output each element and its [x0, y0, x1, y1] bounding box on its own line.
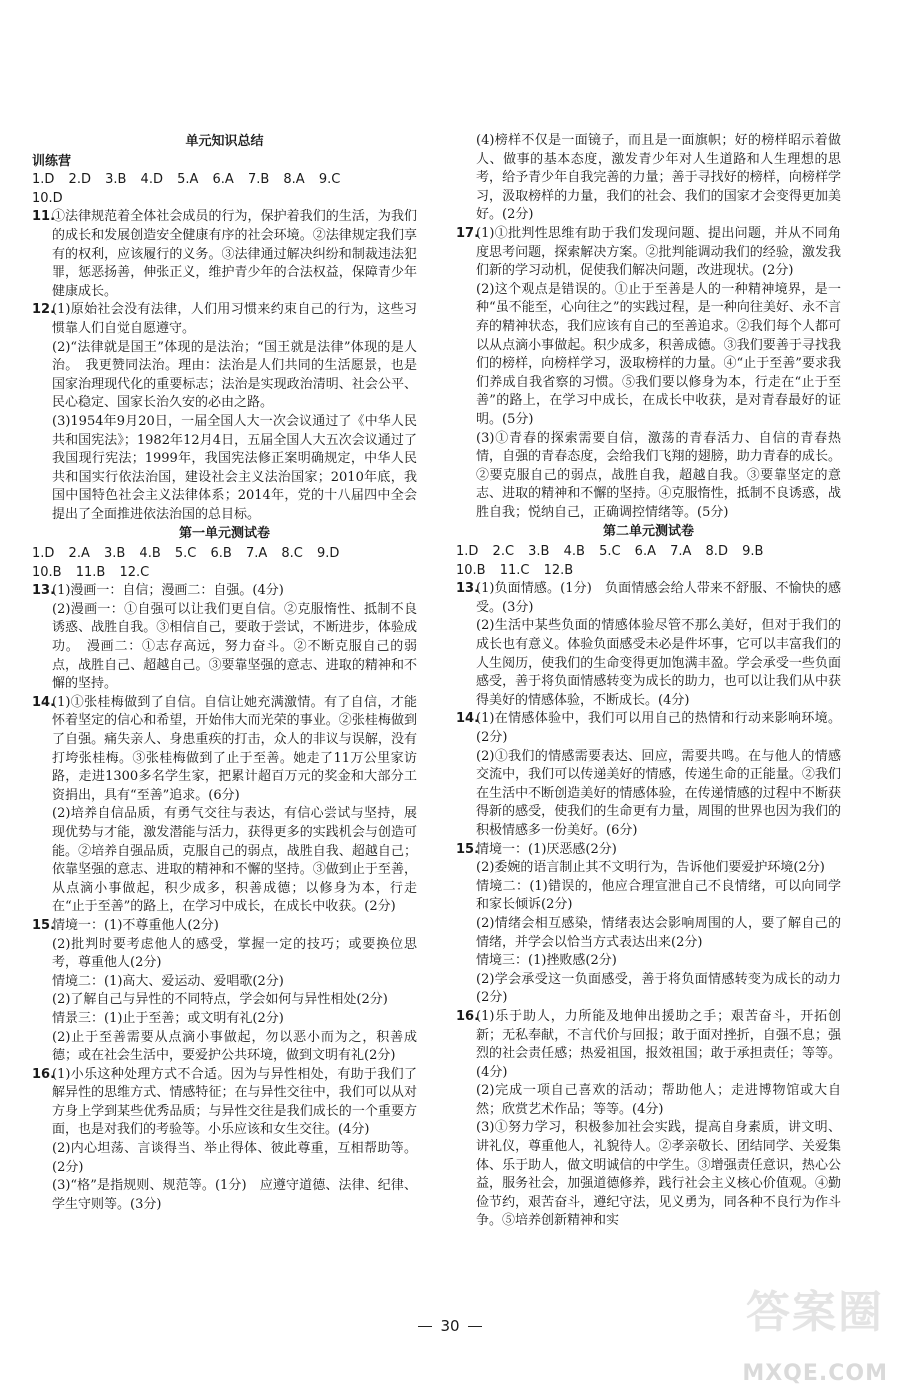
answer-part: (2)委婉的语言制止其不文明行为，告诉他们要爱护环境(2分) — [476, 860, 825, 876]
answer-text: ①法律规范着全体社会成员的行为，保护着我们的生活，为我们的成长和发展创造安全健康有序的社会环境。②法律规定我们享有的权利，应该履行的义务。③法律通过解决纠纷和制裁违法犯罪，惩恶扬善，伸张正义，维护青少年的合法权益，保障青少年健康成长。 — [52, 209, 417, 299]
question-12 — [32, 301, 417, 524]
answer-part: (1)原始社会没有法律，人们用习惯来约束自己的行为，这些习惯靠人们自觉自愿遵守。 — [52, 302, 417, 336]
question-number: 16. — [456, 1008, 480, 1024]
answer-part: (3)“格”是指规则、规范等。(1分) 应遵守道德、法律、纪律、学生守则等。(3分) — [52, 1178, 417, 1212]
question-14 — [456, 710, 841, 840]
answer-part: (2)完成一项自己喜欢的活动；帮助他人；走进博物馆或大自然；欣赏艺术作品；等等。(4分) — [476, 1083, 841, 1117]
question-15 — [32, 917, 417, 1066]
question-number: 16. — [32, 1066, 56, 1082]
answer-part: (2)培养自信品质，有勇气交往与表达，有信心尝试与坚持，展现优势与才能，激发潜能与活力，获得更多的实践机会与创造可能。②培养自强品质，克服自己的弱点，战胜自我、超越自己；依靠坚强的意志、进取的精神和不懈的坚持。③做到止于至善，从点滴小事做起，积少成多，积善成德；以修身为本，行走在“止于至善”的路上，在学习中成长，在成长中收获。(2分) — [52, 806, 417, 915]
answer-part: (1)在情感体验中，我们可以用自己的热情和行动来影响环境。(2分) — [476, 711, 841, 745]
question-number: 13. — [32, 583, 56, 599]
question-17 — [456, 225, 841, 523]
answer-part: (1)小乐这种处理方式不合适。因为与异性相处，有助于我们了解异性的思维方式、情感特征；在与异性交往中，我们可以从对方身上学到某些优秀品质；与异性交往是我们成长的一个重要方面，也是对我们的考验等。小乐应该和女生交往。(4分) — [52, 1066, 417, 1138]
question-number: 12. — [32, 302, 56, 318]
question-number: 17. — [456, 225, 480, 241]
answer-part: (2)止于至善需要从点滴小事做起，勿以恶小而为之，积善成德；或在社会生活中，要爱护公共环境，做到文明有礼(2分) — [52, 1029, 417, 1064]
answer-part: (2)批判时要考虑他人的感受，掌握一定的技巧；或要换位思考，尊重他人(2分) — [52, 936, 417, 971]
training-answers-2: 10.D — [32, 190, 63, 206]
answer-part: (2)漫画一：①自强可以让我们更自信。②克服惰性、抵制不良诱惑、战胜自我。③相信自己，要敢于尝试，不断进步，体验成功。 漫画二：①志存高远，努力奋斗。②不断克服自己的弱点，战胜自己、超越自己。③要靠坚强的意志、进取的精神和不懈的坚持。 — [52, 601, 417, 692]
answer-part: (2)①我们的情感需要表达、回应，需要共鸣。在与他人的情感交流中，我们可以传递美好的情感，传递生命的正能量。②我们在生活中不断创造美好的情感体验，在传递情感的过程中不断获得新的感受，使我们的生命更有力量，周围的世界也因为我们的积极情感多一份美好。(6分) — [476, 748, 841, 838]
question-number: 14. — [456, 711, 480, 727]
answer-part: 情境一：(1)不尊重他人(2分) — [52, 917, 219, 933]
answer-part: (3)①青春的探索需要自信，激荡的青春活力、自信的青春热情，自强的青春态度，会给我们飞翔的翅膀，助力青春的成长。②要克服自己的弱点，战胜自我，超越自我。③要靠坚定的意志、进取的精神和不懈的坚持。④克服惰性，抵制不良诱惑，战胜自我；悦纳自己，正确调控情绪等。(5分) — [476, 430, 841, 520]
test1-answers-1: 1.D 2.A 3.B 4.B 5.C 6.B 7.A 8.C 9.D — [32, 546, 340, 562]
test1-answers-2: 10.B 11.B 12.C — [32, 564, 150, 580]
section-title-test1: 第一单元测试卷 — [178, 526, 270, 542]
watermark-site: MXQE.COM — [742, 1361, 888, 1387]
answer-part: (2)情绪会相互感染，情绪表达会影响周围的人，要了解自己的情绪，并学会以恰当方式表达出来(2分) — [476, 915, 841, 950]
answer-part: 情境二：(1)错误的，他应合理宣泄自己不良情绪，可以向同学和家长倾诉(2分) — [476, 878, 841, 913]
question-15 — [456, 841, 841, 1008]
answer-part: (1)乐于助人，力所能及地伸出援助之手；艰苦奋斗，开拓创新；无私奉献，不言代价与回报；敢于面对挫折，自强不息；强烈的社会责任感；热爱祖国，报效祖国；敢于承担责任；等等。(4分) — [476, 1008, 841, 1080]
right-column — [456, 132, 841, 1231]
answer-part: (1)①张桂梅做到了自信。自信让她充满激情。有了自信，才能怀着坚定的信心和希望，开始伟大而光荣的事业。②张桂梅做到了自强。痛失亲人、身患重疾的打击，众人的非议与误解，没有打垮张桂梅。③张桂梅做到了止于至善。她走了11万公里家访路，走进1300多名学生家，把累计超百万元的奖金和大部分工资捐出，具有“至善”追求。(6分) — [52, 694, 417, 803]
answer-part: 情境二：(1)高大、爱运动、爱唱歌(2分) — [52, 973, 284, 989]
training-title: 训练营 — [32, 153, 72, 169]
page-number: 30 — [0, 1317, 900, 1336]
question-16 — [456, 1008, 841, 1231]
answer-part: 情景三：(1)止于至善；或文明有礼(2分) — [52, 1010, 284, 1026]
answer-part: (3)1954年9月20日，一届全国人大一次会议通过了《中华人民共和国宪法》；1982年12月4日，五届全国人大五次会议通过了我国现行宪法；1999年，我国宪法修正案明确规定，中华人民共和国实行依法治国，建设社会主义法治国家；2010年底，我国中国特色社会主义法律体系；2014年，党的十八届四中全会提出了全面推进依法治国的总目标。 — [52, 413, 417, 522]
answer-part: (4)榜样不仅是一面镜子，而且是一面旗帜；好的榜样昭示着做人、做事的基本态度，激发青少年对人生道路和人生理想的思考，给予青少年自我完善的力量；善于寻找好的榜样，向榜样学习，汲取榜样的力量，我们的社会、我们的国家才会变得更加美好。(2分) — [476, 133, 841, 223]
question-16 — [32, 1066, 417, 1215]
answer-part: (1)①批判性思维有助于我们发现问题、提出问题，并从不同角度思考问题，探索解决方案。②批判能调动我们的经验，激发我们新的学习动机，促使我们解决问题，改进现状。(2分) — [476, 225, 841, 279]
question-13 — [32, 582, 417, 694]
question-number: 14. — [32, 694, 56, 710]
left-column — [32, 132, 417, 1214]
question-number: 15. — [456, 841, 480, 857]
answer-part: 情境一：(1)厌恶感(2分) — [476, 841, 617, 857]
question-11 — [32, 208, 417, 301]
question-14 — [32, 694, 417, 917]
question-13 — [456, 580, 841, 710]
answer-part: (2)了解自己与异性的不同特点，学会如何与异性相处(2分) — [52, 992, 388, 1008]
answer-part: (2)生活中某些负面的情感体验尽管不那么美好，但对于我们的成长也有意义。体验负面感受未必是件坏事，它可以丰富我们的人生阅历，使我们的生命变得更加饱满丰盈。学会承受一些负面感受，善于将负面情感转变为成长的助力，也可以让我们从中获得美好的情感体验，不断成长。(4分) — [476, 618, 841, 708]
answer-part: (3)①努力学习，积极参加社会实践，提高自身素质，讲文明、讲礼仪，尊重他人，礼貌待人。②孝亲敬长、团结同学、关爱集体、乐于助人，做文明诚信的中学生。③增强责任意识，热心公益，服务社会，加强道德修养，践行社会主义核心价值观。④勤俭节约，艰苦奋斗，遵纪守法，见义勇为，同各种不良行为作斗争。⑤培养创新精神和实 — [476, 1120, 841, 1229]
answer-part: (1)负面情感。(1分) 负面情感会给人带来不舒服、不愉快的感受。(3分) — [476, 581, 841, 615]
watermark-title: 答案圈 — [746, 1287, 884, 1338]
answer-part: (2)这个观点是错误的。①止于至善是人的一种精神境界，是一种“虽不能至，心向往之”的实践过程，是一种向往美好、永不言弃的精神状态，我们应该有自己的至善追求。②我们每个人都可以从点滴小事做起。积少成多，积善成德。③我们要善于寻找我们的榜样，向榜样学习，汲取榜样的力量。④“止于至善”要求我们养成自我省察的习惯。⑤我们要以修身为本，行走在“止于至善”的路上，在学习中成长，在成长中收获，是对青春最好的证明。(5分) — [476, 281, 841, 427]
question-number: 11. — [32, 209, 56, 225]
watermark-logo — [722, 1287, 892, 1387]
training-answers-1: 1.D 2.D 3.B 4.D 5.A 6.A 7.B 8.A 9.C — [32, 172, 341, 188]
test2-answers-2: 10.B 11.C 12.B — [456, 562, 574, 578]
test2-answers-1: 1.D 2.C 3.B 4.B 5.C 6.A 7.A 8.D 9.B — [456, 544, 764, 560]
answer-part: (2)内心坦荡、言谈得当、举止得体、彼此尊重，互相帮助等。(2分) — [52, 1141, 417, 1175]
question-number: 13. — [456, 581, 480, 597]
question-16-continued — [456, 132, 841, 225]
section-title-summary: 单元知识总结 — [185, 134, 264, 149]
question-number: 15. — [32, 917, 56, 933]
answer-part: (2)学会承受这一负面感受，善于将负面情感转变为成长的动力(2分) — [476, 971, 841, 1006]
section-title-test2: 第二单元测试卷 — [602, 524, 694, 540]
answer-part: 情境三：(1)挫败感(2分) — [476, 953, 617, 969]
answer-part: (1)漫画一：自信；漫画二：自强。(4分) — [52, 583, 284, 599]
answer-part: (2)“法律就是国王”体现的是法治；“国王就是法律”体现的是人治。 我更赞同法治。理由：法治是人们共同的生活愿景，也是国家治理现代化的重要标志；法治是实现政治清明、社会公平、民心稳定、国家长治久安的必由之路。 — [52, 339, 417, 411]
